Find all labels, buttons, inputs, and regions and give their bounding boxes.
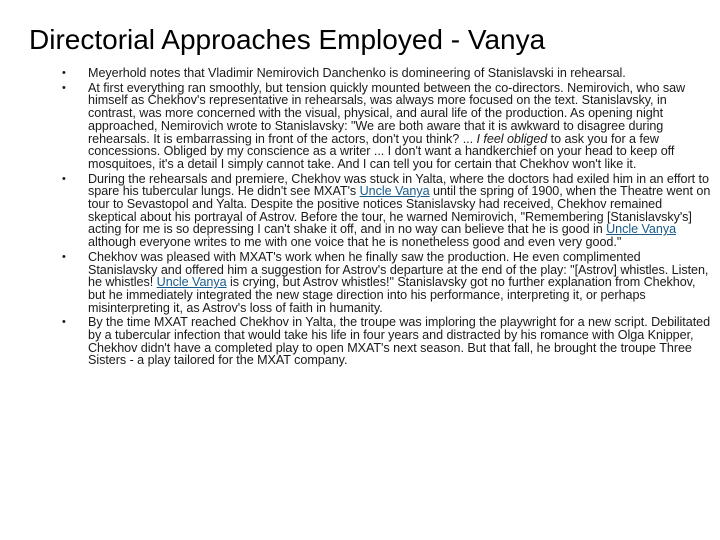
uncle-vanya-link[interactable]: Uncle Vanya — [606, 222, 677, 237]
bullet-text: During the rehearsals and premiere, Chekhov was stuck in Yalta, where the doctors had exiled him in an effort to spare his tubercular lungs. He didn't see MXAT's — [88, 171, 709, 199]
bullet-text: By the time MXAT reached Chekhov in Yalta, the troupe was imploring the playwright for a new script. Debilitated by a tubercular infection that would take his life in four years and distracted by his romance with Olga Knipper, Chekhov didn't have a completed play to open MXAT's next season. But that fall, he brought the troupe Three Sisters - a play tailored for the MXAT company. — [88, 315, 711, 368]
bullet-dot-icon: • — [62, 250, 66, 263]
bullet-text: is crying, but Astrov whistles!" Stanislavsky got no further explanation from Chekhov, but he immediately integrated the new stage direction into his performance, interpreting it, or perhaps misinterpreting it, as Astrov's loss of faith in humanity. — [88, 275, 696, 315]
bullet-dot-icon: • — [62, 67, 66, 79]
bullet-text: Chekhov was pleased with MXAT's work when he finally saw the production. He even complimented Stanislavsky and offered him a suggestion for Astrov's departure at the end of the play: "[Astrov] whistles. Listen, he whistles! — [88, 249, 709, 290]
bullet-dot-icon: • — [62, 172, 66, 185]
bullet-text: until the spring of 1900, when the Theatre went on tour to Sevastopol and Yalta. Despite the positive notices Stanislavsky had received, Chekhov remained skeptical about his portrayal of Astrov. Before the tour, he warned Nemirovich, "Remembering [Stanislavsky's] acting for me is so depressing I can't shake it off, and in no way can believe that he is good in — [88, 184, 711, 237]
uncle-vanya-link[interactable]: Uncle Vanya — [156, 275, 227, 290]
bullet-item — [62, 315, 711, 368]
bullet-text: although everyone writes to me with one voice that he is nonetheless good and even very good." — [88, 235, 622, 250]
bullet-text: At first everything ran smoothly, but tension quickly mounted between the co-directors. Nemirovich, who saw himself as Chekhov's representative in rehearsals, was always more focused on the text. Stanislavsky, in contrast, was more concerned with the visual, physical, and aural life of the production. As opening night approached, Nemirovich wrote to Stanislavsky: "We are both aware that it is awkward to disagree during rehearsals. It is embarrassing in front of the actors, don't you think? ... — [88, 80, 686, 146]
bullet-dot-icon: • — [62, 316, 66, 329]
bullet-list — [62, 66, 711, 369]
bullet-item — [62, 80, 711, 171]
bullet-dot-icon: • — [62, 81, 66, 94]
bullet-item — [62, 66, 711, 80]
bullet-text: Meyerhold notes that Vladimir Nemirovich Danchenko is domineering of Stanislavski in rehearsal. — [88, 66, 626, 80]
uncle-vanya-link[interactable]: Uncle Vanya — [359, 184, 430, 199]
bullet-item — [62, 249, 711, 315]
slide-title: Directorial Approaches Employed - Vanya — [29, 24, 546, 55]
bullet-item — [62, 171, 711, 250]
bullet-italic-text: I feel obliged — [476, 131, 548, 146]
bullet-text: to ask you for a few concessions. Obliged by my conscience as a writer ... I don't want a handkerchief on your head to keep off mosquitoes, it's a detail I simply cannot take. And I can tell you for certain that Chekhov won't like it. — [88, 131, 675, 171]
